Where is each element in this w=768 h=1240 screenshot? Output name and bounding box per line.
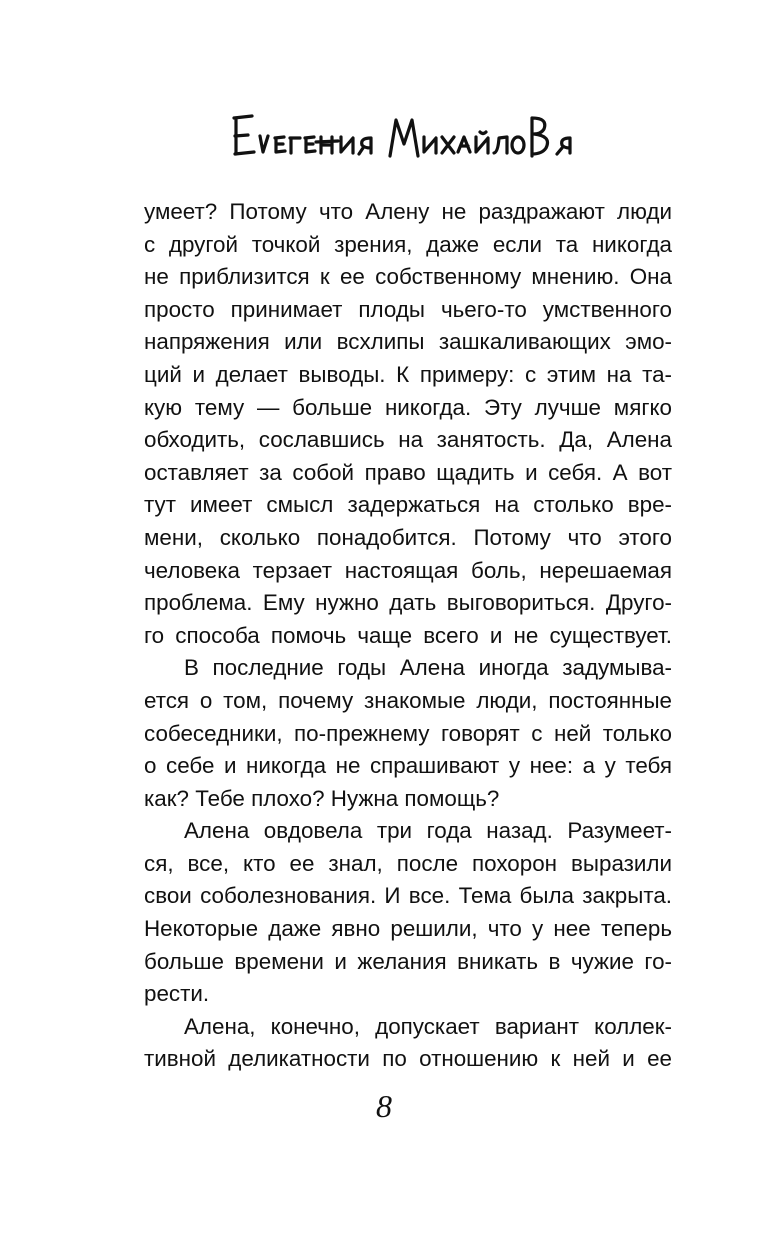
text-line: напряжения или всхлипы зашкаливающих эмо- — [144, 329, 672, 355]
text-line: ся, все, кто ее знал, после похорон выразили — [144, 850, 672, 876]
text-line: Алена овдовела три года назад. Разумеет- — [184, 818, 672, 844]
text-line: кую тему — больше никогда. Эту лучше мягко — [144, 394, 672, 420]
page-number: 8 — [376, 1088, 392, 1124]
text-line: мени, сколько понадобится. Потому что этого — [144, 524, 672, 550]
text-line: Алена, конечно, допускает вариант коллек- — [184, 1013, 672, 1039]
text-line: Некоторые даже явно решили, что у нее теперь — [144, 916, 672, 942]
text-line: собеседники, по-прежнему говорят с ней только — [144, 720, 672, 746]
text-line: рести. — [144, 981, 210, 1007]
author-signature-logo — [0, 96, 768, 176]
text-line: просто принимает плоды чьего-то умственного — [144, 296, 672, 322]
text-line: ций и делает выводы. К примеру: с этим на та- — [144, 361, 672, 387]
text-line: ется о том, почему знакомые люди, постоянные — [144, 687, 672, 713]
text-line: оставляет за собой право щадить и себя. А вот — [144, 459, 672, 485]
text-line: тивной деликатности по отношению к ней и ее — [144, 1046, 672, 1072]
text-line: го способа помочь чаще всего и не существует. — [144, 622, 672, 648]
text-line: как? Тебе плохо? Нужна помощь? — [144, 785, 500, 811]
text-line: обходить, сославшись на занятость. Да, Алена — [144, 427, 672, 453]
text-line: В последние годы Алена иногда задумыва- — [184, 655, 672, 681]
text-line: умеет? Потому что Алену не раздражают люди — [144, 199, 672, 224]
text-line: проблема. Ему нужно дать выговориться. Друго- — [144, 590, 672, 616]
text-line: не приблизится к ее собственному мнению. Она — [144, 264, 672, 290]
text-line: с другой точкой зрения, даже если та никогда — [144, 231, 672, 257]
main-text — [144, 196, 672, 1076]
text-line: человека терзает настоящая боль, нерешаемая — [144, 557, 672, 583]
text-line: свои соболезнования. И все. Тема была закрыта. — [144, 883, 672, 909]
text-line: тут имеет смысл задержаться на столько вре- — [144, 492, 672, 518]
running-header — [0, 96, 768, 176]
text-line: больше времени и желания вникать в чужие го- — [144, 948, 672, 974]
text-line: о себе и никогда не спрашивают у нее: а у тебя — [144, 753, 672, 779]
